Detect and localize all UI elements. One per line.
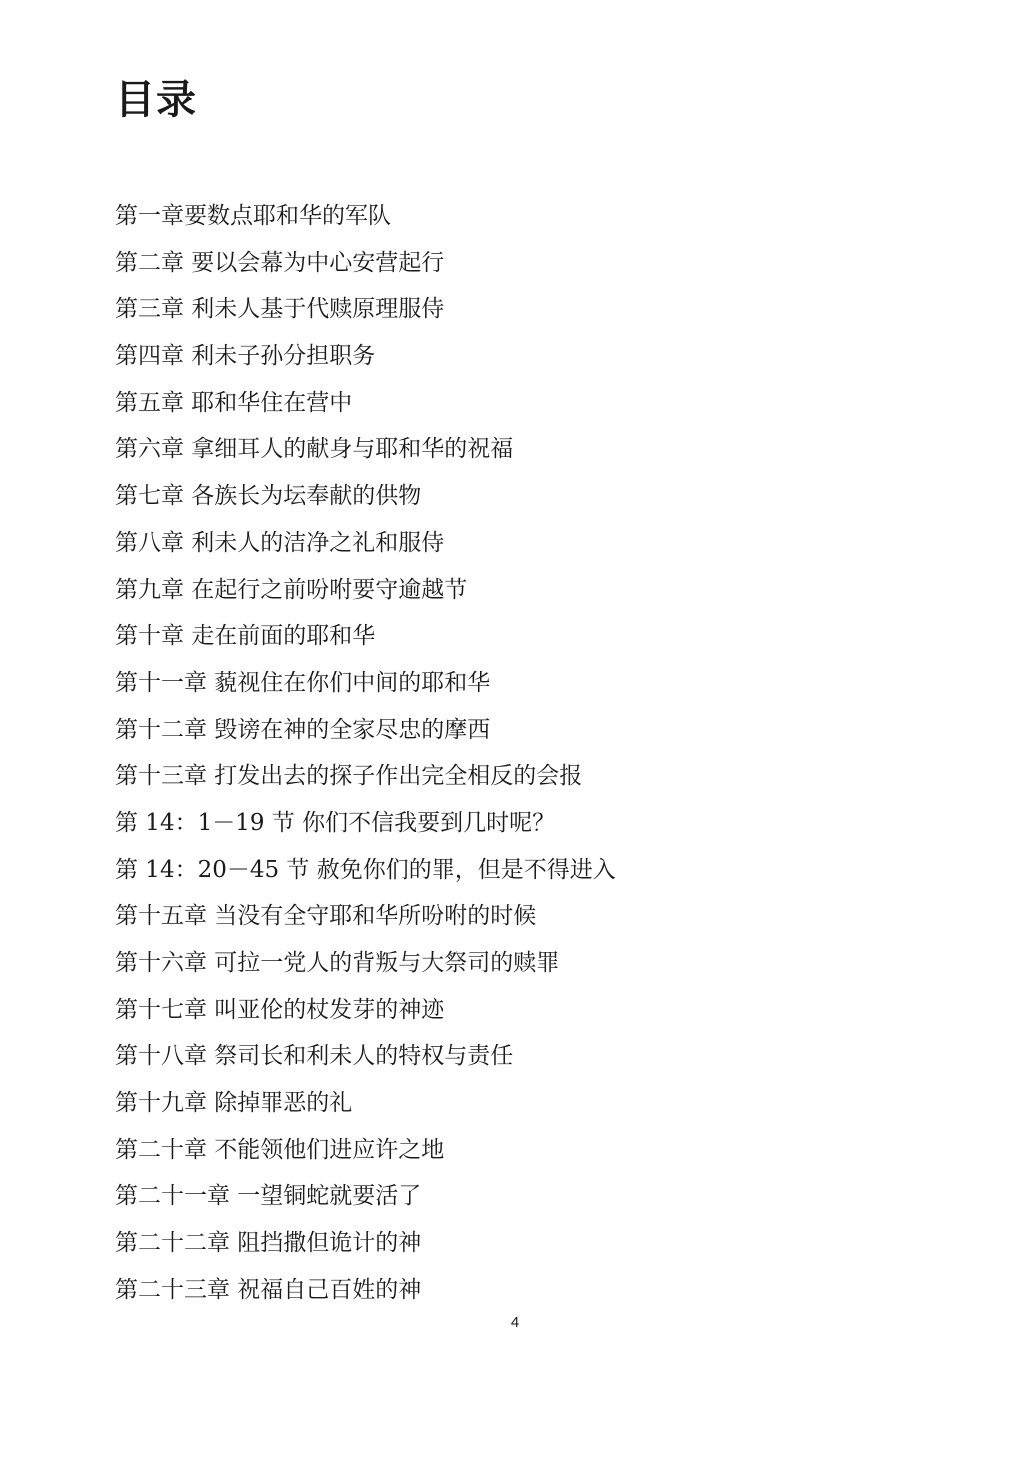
toc-entry: 第四章 利未子孙分担职务: [115, 343, 376, 370]
toc-entry: 第十章 走在前面的耶和华: [115, 623, 376, 650]
toc-entry: 第十七章 叫亚伦的杖发芽的神迹: [115, 996, 445, 1023]
toc-entry: 第 14：1－19 节 你们不信我要到几时呢？: [115, 809, 556, 836]
toc-entry: 第五章 耶和华住在营中: [115, 389, 353, 416]
toc-entry: 第 14：20－45 节 赦免你们的罪，但是不得进入: [115, 856, 616, 883]
page-number: 4: [510, 1314, 520, 1331]
toc-entry: 第二十章 不能领他们进应许之地: [115, 1136, 445, 1163]
page-title: 目录: [115, 77, 197, 123]
toc-entry: 第二十二章 阻挡撒但诡计的神: [115, 1230, 422, 1257]
toc-entry: 第二章 要以会幕为中心安营起行: [115, 249, 445, 276]
toc-entry: 第十三章 打发出去的探子作出完全相反的会报: [115, 763, 583, 790]
toc-entry: 第一章要数点耶和华的军队: [115, 203, 391, 229]
toc-entry: 第二十一章 一望铜蛇就要活了: [115, 1183, 422, 1210]
toc-entry: 第十六章 可拉一党人的背叛与大祭司的赎罪: [115, 950, 560, 976]
toc-entry: 第七章 各族长为坛奉献的供物: [115, 483, 422, 510]
toc-entry: 第十一章 藐视住在你们中间的耶和华: [115, 669, 491, 696]
toc-entry: 第十九章 除掉罪恶的礼: [115, 1090, 353, 1117]
toc-entry: 第八章 利未人的洁净之礼和服侍: [115, 529, 445, 556]
toc-entry: 第十五章 当没有全守耶和华所吩咐的时候: [115, 903, 537, 930]
toc-entry: 第二十三章 祝福自己百姓的神: [115, 1276, 422, 1303]
table-of-contents: [115, 196, 616, 1317]
toc-entry: 第九章 在起行之前吩咐要守逾越节: [115, 576, 468, 603]
toc-entry: 第三章 利未人基于代赎原理服侍: [115, 296, 445, 323]
toc-entry: 第十八章 祭司长和利未人的特权与责任: [115, 1043, 514, 1070]
toc-entry: 第十二章 毁谤在神的全家尽忠的摩西: [115, 716, 491, 743]
toc-entry: 第六章 拿细耳人的献身与耶和华的祝福: [115, 436, 514, 463]
